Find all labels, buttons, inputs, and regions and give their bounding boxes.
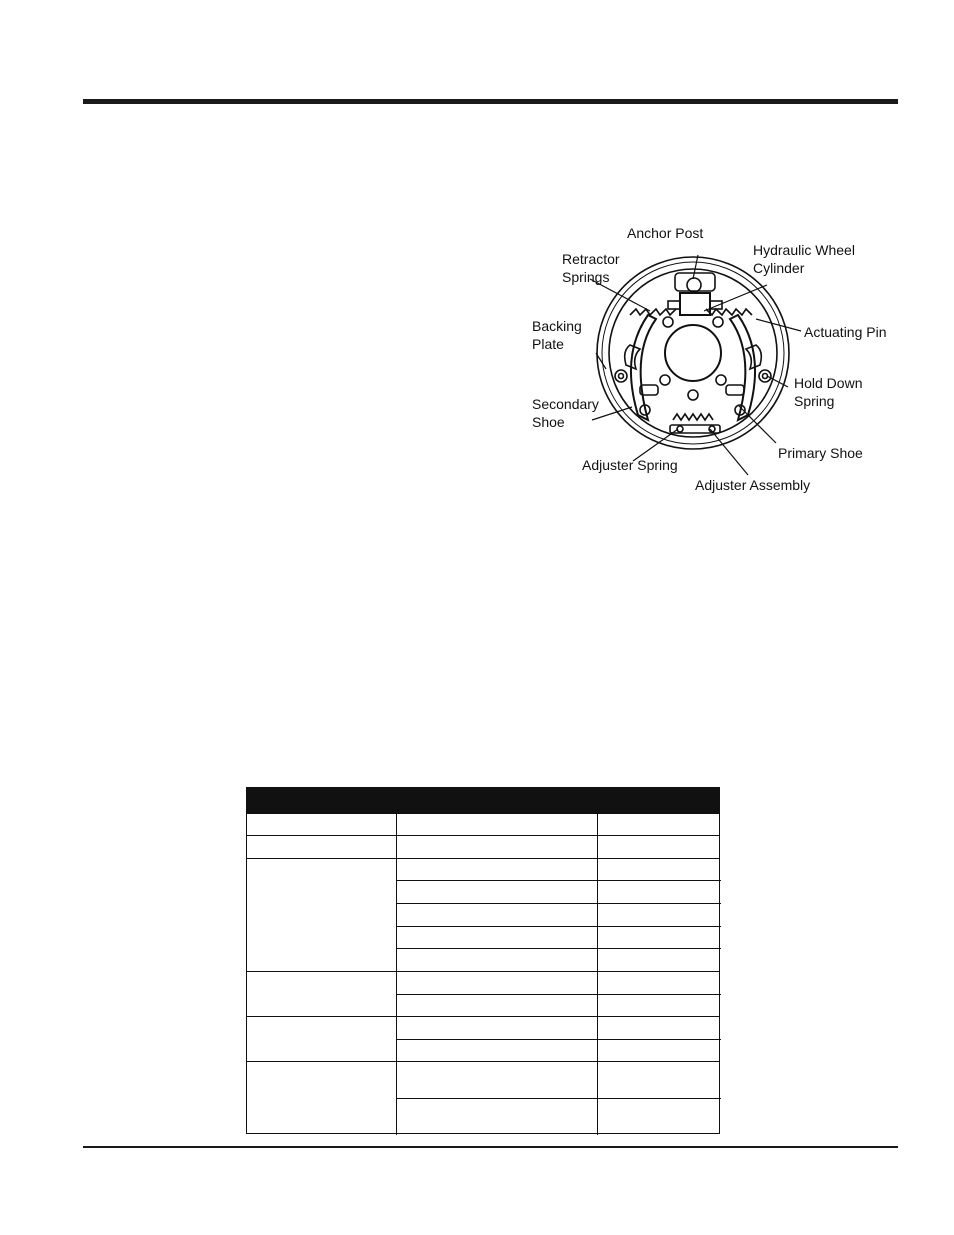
column-divider: [396, 813, 397, 1135]
table-row: [396, 903, 721, 904]
table-row: [247, 971, 719, 972]
label-hydraulic-wheel: Hydraulic Wheel: [753, 242, 855, 258]
table-row: [396, 994, 721, 995]
table-row: [396, 948, 721, 949]
table-row: [247, 813, 719, 814]
label-cylinder: Cylinder: [753, 260, 805, 276]
table-row: [396, 1039, 721, 1040]
label-retractor: Retractor: [562, 251, 620, 267]
table-row: [396, 926, 721, 927]
label-shoe: Shoe: [532, 414, 565, 430]
table-row: [396, 880, 721, 881]
specification-table: [246, 787, 720, 1134]
label-adjuster-assembly: Adjuster Assembly: [695, 477, 811, 493]
label-actuating-pin: Actuating Pin: [804, 324, 887, 340]
label-hold-down: Hold Down: [794, 375, 863, 391]
column-divider: [597, 813, 598, 1135]
label-springs: Springs: [562, 269, 610, 285]
table-row: [247, 1061, 719, 1062]
label-adjuster-spring: Adjuster Spring: [582, 457, 678, 473]
table-row: [247, 835, 719, 836]
header-rule: [83, 99, 898, 104]
footer-rule: [83, 1146, 898, 1148]
label-plate: Plate: [532, 336, 564, 352]
label-secondary: Secondary: [532, 396, 599, 412]
label-backing: Backing: [532, 318, 582, 334]
label-spring: Spring: [794, 393, 835, 409]
label-primary-shoe: Primary Shoe: [778, 445, 863, 461]
table-header: [247, 788, 719, 813]
brake-assembly-figure: [520, 215, 900, 505]
table-row: [247, 858, 719, 859]
table-row: [396, 1098, 721, 1099]
table-row: [247, 1016, 719, 1017]
label-anchor-post: Anchor Post: [627, 225, 704, 241]
